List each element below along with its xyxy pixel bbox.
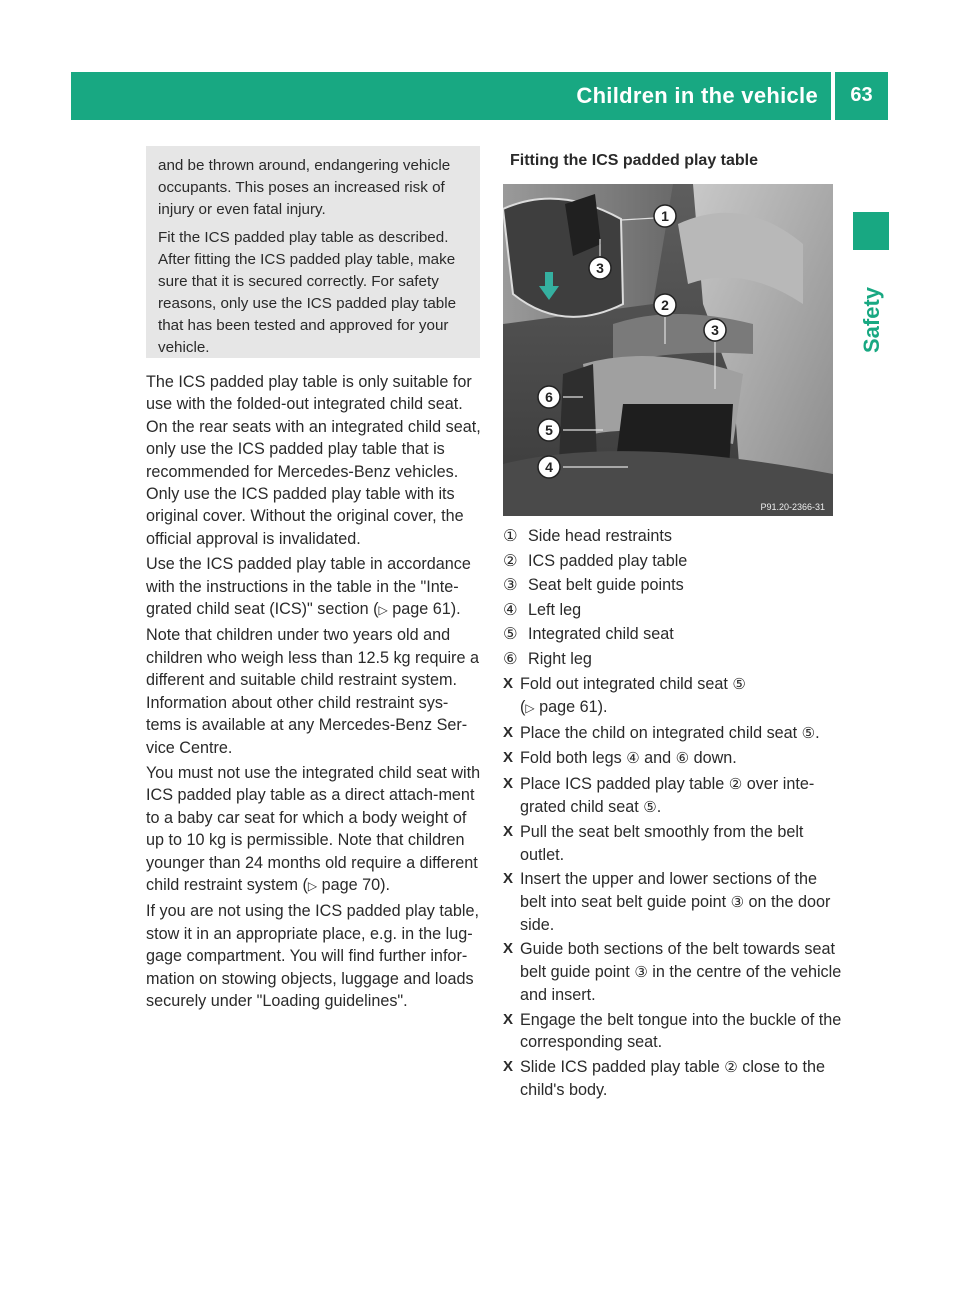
section-tab-label: Safety xyxy=(859,286,885,354)
callout-4 xyxy=(538,456,560,478)
instruction-step: X Pull the seat belt smoothly from the belt outlet. xyxy=(503,821,843,866)
warning-box xyxy=(146,146,480,358)
ics-play-table-figure xyxy=(503,184,833,516)
legend-item: ④ Left leg xyxy=(503,600,582,619)
callout-3-centre xyxy=(704,319,726,341)
callout-6 xyxy=(538,386,560,408)
svg-text:3: 3 xyxy=(596,260,604,276)
body-paragraph: The ICS padded play table is only suitable for use with the folded-out integrated child seat. On the rear seats with an integrated child seat, only use the ICS padded play table that is recommended for Mercedes-Benz vehicles. Only use the ICS padded play table with its original cover. Without the original cover, the official approval is invalidated. xyxy=(146,373,481,548)
callout-1 xyxy=(654,205,676,227)
body-paragraph: Use the ICS padded play table in accordance with the instructions in the table in the "Inte-grated child seat (ICS)" section (▷ page 61). xyxy=(146,555,471,619)
left-column xyxy=(146,371,482,1015)
page-ref-arrow-icon: ▷ xyxy=(378,603,388,618)
svg-text:5: 5 xyxy=(545,422,553,438)
step-marker-icon: X xyxy=(503,870,514,888)
step-marker-icon: X xyxy=(503,823,514,841)
step-marker-icon: X xyxy=(503,774,514,792)
legend-item: ⑤ Integrated child seat xyxy=(503,625,674,644)
page-number: 63 xyxy=(850,84,873,106)
callout-5 xyxy=(538,419,560,441)
instruction-steps xyxy=(503,673,843,1103)
section-heading: Fitting the ICS padded play table xyxy=(510,152,759,169)
step-marker-icon: X xyxy=(503,749,514,767)
svg-text:2: 2 xyxy=(661,297,669,313)
body-paragraph: Note that children under two years old and children who weigh less than 12.5 kg require a different and suitable child restraint system. Information about other child restraint sys-tems is available at any Mercedes-Benz Ser-vice Centre. xyxy=(146,626,479,757)
instruction-step: X Place ICS padded play table ② over inte-grated child seat ⑤. xyxy=(503,773,843,820)
right-column xyxy=(510,150,840,172)
step-marker-icon: X xyxy=(503,1010,514,1028)
instruction-step: X Fold out integrated child seat ⑤ (▷ page 61). xyxy=(503,673,843,720)
instruction-step: X Guide both sections of the belt towards seat belt guide point ③ in the centre of the vehicle and insert. xyxy=(503,938,843,1006)
instruction-step: X Place the child on integrated child seat ⑤. xyxy=(503,722,843,745)
chapter-title: Children in the vehicle xyxy=(576,83,818,108)
section-tab xyxy=(852,275,892,365)
step-marker-icon: X xyxy=(503,723,514,741)
figure-code: P91.20-2366-31 xyxy=(760,502,825,512)
page-ref-arrow-icon: ▷ xyxy=(307,878,318,893)
body-paragraph: If you are not using the ICS padded play table, stow it in an appropriate place, e.g. in the lug-gage compartment. You will find further infor-mation on stowing objects, luggage and loads securely under "Loading guidelines". xyxy=(146,902,479,1010)
callout-2 xyxy=(654,294,676,316)
instruction-step: X Engage the belt tongue into the buckle of the corresponding seat. xyxy=(503,1009,843,1054)
figure-legend xyxy=(503,524,839,672)
instruction-step: X Fold both legs ④ and ⑥ down. xyxy=(503,747,843,770)
legend-item: ② ICS padded play table xyxy=(503,551,688,570)
page-reference-link[interactable]: page 61 xyxy=(392,600,451,619)
svg-text:1: 1 xyxy=(661,208,669,224)
svg-text:4: 4 xyxy=(545,459,553,475)
svg-text:6: 6 xyxy=(545,389,553,405)
legend-item: ⑥ Right leg xyxy=(503,649,592,668)
callout-3-door xyxy=(589,257,611,279)
step-marker-icon: X xyxy=(503,940,514,958)
page-reference-link[interactable]: page 61 xyxy=(539,698,598,717)
legend-item: ③ Seat belt guide points xyxy=(503,576,684,595)
legend-item: ① Side head restraints xyxy=(503,527,672,545)
instruction-step: X Slide ICS padded play table ② close to the child's body. xyxy=(503,1056,843,1102)
instruction-step: X Insert the upper and lower sections of the belt into seat belt guide point ③ on the door side. xyxy=(503,868,843,936)
page-ref-arrow-icon: ▷ xyxy=(525,701,535,716)
warning-paragraph: and be thrown around, endangering vehicle occupants. This poses an increased risk of injury or even fatal injury. xyxy=(158,157,451,218)
body-paragraph: You must not use the integrated child seat with ICS padded play table as a direct attach-ment to a baby car seat for which a body weight of up to 10 kg is permissible. Note that children younger than 24 months old require a different child restraint system (▷ page 70). xyxy=(146,763,481,894)
svg-text:3: 3 xyxy=(711,322,719,338)
step-marker-icon: X xyxy=(503,1057,514,1075)
step-marker-icon: X xyxy=(503,675,514,692)
warning-paragraph: Fit the ICS padded play table as described. After fitting the ICS padded play table, make sure that it is secured correctly. For safety reasons, only use the ICS padded play table that has been tested and approved for your vehicle. xyxy=(158,229,457,356)
page-reference-link[interactable]: page 70 xyxy=(321,875,381,894)
section-tab-marker xyxy=(853,212,889,250)
